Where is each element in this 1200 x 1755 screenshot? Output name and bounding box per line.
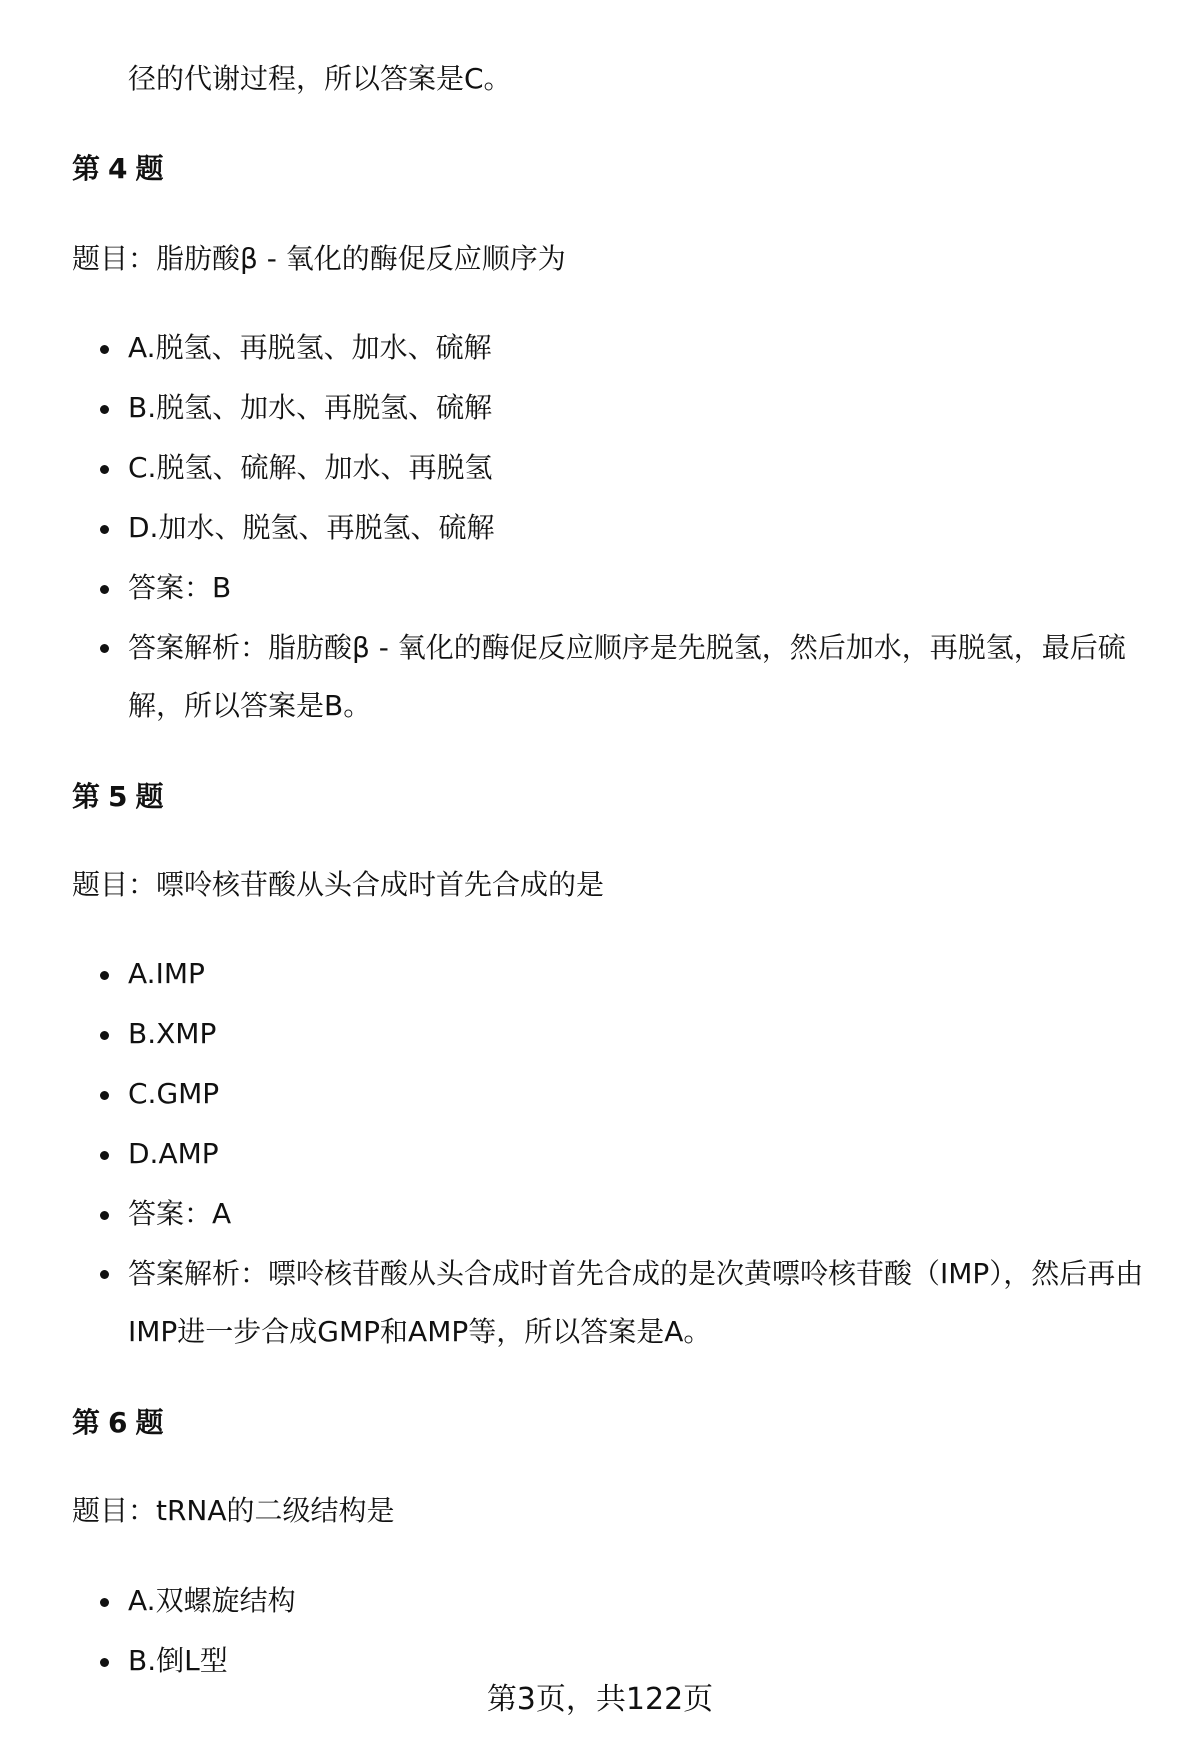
analysis-text: 答案解析：嘌呤核苷酸从头合成时首先合成的是次黄嘌呤核苷酸（IMP），然后再由IMP进一步合成GMP和AMP等，所以答案是A。: [128, 1257, 1144, 1348]
bullet-icon: [100, 1598, 109, 1607]
option-c: [72, 445, 1152, 505]
question-6-stem: 题目：tRNA的二级结构是: [72, 1494, 395, 1527]
question-number: 5: [108, 780, 128, 813]
question-5-heading: [72, 774, 164, 820]
bullet-icon: [100, 1091, 109, 1100]
answer-analysis: [72, 1245, 1152, 1361]
answer-text: 答案：A: [128, 1197, 232, 1230]
bullet-icon: [100, 971, 109, 980]
option-text: C.GMP: [128, 1077, 220, 1110]
option-text: A.脱氢、再脱氢、加水、硫解: [128, 331, 492, 364]
option-text: B.XMP: [128, 1017, 217, 1050]
bullet-icon: [100, 465, 109, 474]
heading-suffix: 题: [135, 780, 164, 813]
option-text: B.倒L型: [128, 1644, 228, 1677]
question-5-stem: 题目：嘌呤核苷酸从头合成时首先合成的是: [72, 868, 605, 901]
option-text: A.双螺旋结构: [128, 1584, 296, 1617]
answer-text: 答案：B: [128, 571, 232, 604]
option-a: [72, 1578, 1152, 1638]
bullet-icon: [100, 1211, 109, 1220]
option-text: C.脱氢、硫解、加水、再脱氢: [128, 451, 493, 484]
bullet-icon: [100, 644, 109, 653]
heading-prefix: 第: [72, 780, 101, 813]
bullet-icon: [100, 1658, 109, 1667]
option-text: D.AMP: [128, 1137, 219, 1170]
option-b: [72, 385, 1152, 445]
option-d: [72, 505, 1152, 565]
page-footer: 第3页，共122页: [486, 1682, 714, 1717]
answer: [72, 565, 1152, 625]
bullet-icon: [100, 525, 109, 534]
option-b: [72, 1011, 1152, 1071]
heading-suffix: 题: [135, 152, 164, 185]
bullet-icon: [100, 345, 109, 354]
option-a: [72, 951, 1152, 1011]
option-text: B.脱氢、加水、再脱氢、硫解: [128, 391, 493, 424]
option-c: [72, 1071, 1152, 1131]
answer-analysis: [72, 619, 1152, 735]
analysis-text: 答案解析：脂肪酸β - 氧化的酶促反应顺序是先脱氢，然后加水，再脱氢，最后硫解，所以答案是B。: [128, 631, 1126, 722]
heading-prefix: 第: [72, 1406, 101, 1439]
question-number: 4: [108, 152, 128, 185]
bullet-icon: [100, 585, 109, 594]
question-6-heading: [72, 1400, 164, 1446]
question-5-options: [72, 951, 1152, 1361]
option-text: A.IMP: [128, 957, 205, 990]
continuation-text: 径的代谢过程，所以答案是C。: [128, 62, 512, 95]
option-d: [72, 1131, 1152, 1191]
bullet-icon: [100, 405, 109, 414]
question-4-options: [72, 325, 1152, 735]
heading-suffix: 题: [135, 1406, 164, 1439]
bullet-icon: [100, 1151, 109, 1160]
question-4-stem: 题目：脂肪酸β - 氧化的酶促反应顺序为: [72, 242, 566, 275]
option-a: [72, 325, 1152, 385]
heading-prefix: 第: [72, 152, 101, 185]
answer: [72, 1191, 1152, 1251]
bullet-icon: [100, 1031, 109, 1040]
question-4-heading: [72, 146, 164, 192]
bullet-icon: [100, 1270, 109, 1279]
question-number: 6: [108, 1406, 128, 1439]
option-text: D.加水、脱氢、再脱氢、硫解: [128, 511, 495, 544]
